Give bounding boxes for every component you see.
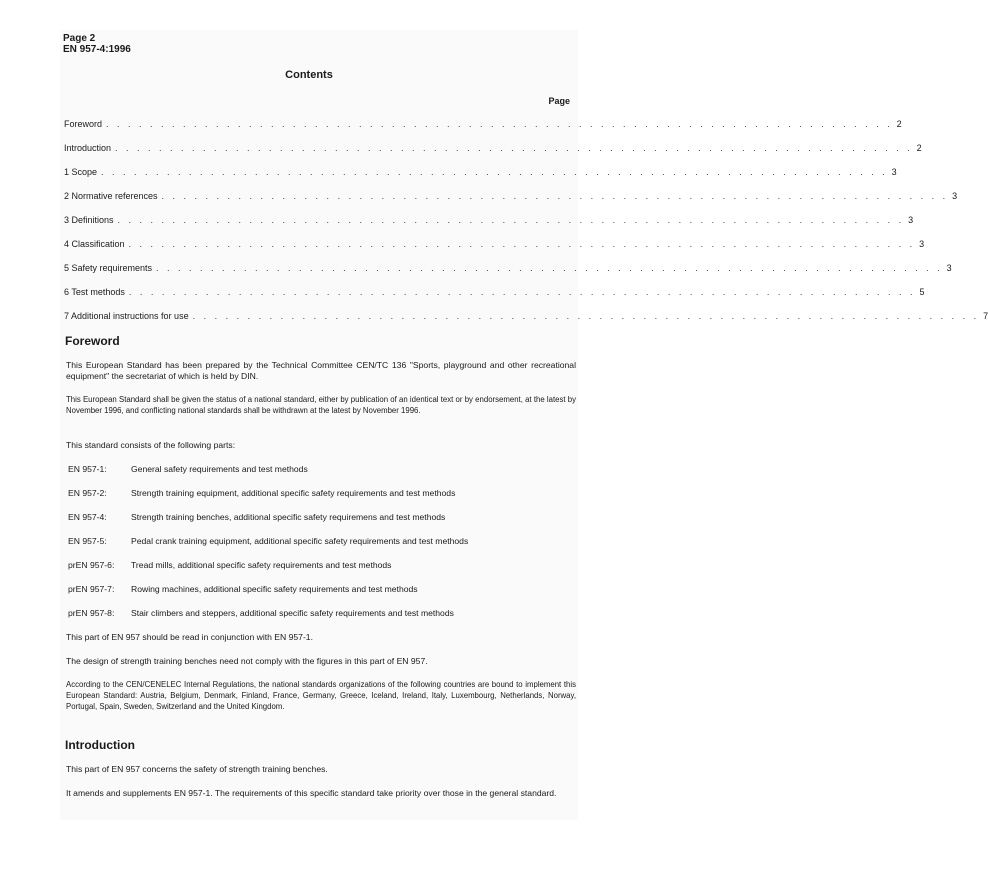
part-code: EN 957-5: xyxy=(68,536,107,546)
toc-entry-page: 3 xyxy=(952,191,958,201)
foreword-paragraph: This European Standard shall be given the status of a national standard, either by publication of an identical text or by endorsement, at the latest by November 1996, and conflicting national standards shall be withdrawn at the latest by November 1996. xyxy=(66,395,576,415)
toc-entry[interactable] xyxy=(64,237,925,249)
toc-entry-page: 7 xyxy=(983,311,988,321)
part-description: Strength training equipment, additional specific safety requirements and test methods xyxy=(131,488,456,498)
part-description: Stair climbers and steppers, additional specific safety requirements and test methods xyxy=(131,608,454,618)
foreword-paragraph: This part of EN 957 should be read in conjunction with EN 957-1. xyxy=(66,632,313,642)
document-id: EN 957-4:1996 xyxy=(63,44,131,55)
foreword-paragraph: According to the CEN/CENELEC Internal Regulations, the national standards organizations of the following countries are bound to implement this European Standard: Austria, Belgium, Denmark, Finland, France, Germany, Greece, Iceland, Ireland, Italy, Luxembourg, Netherlands, Norway, Portugal, Spain, Sweden, Switzerland and the United Kingdom. xyxy=(66,680,576,711)
part-description: Tread mills, additional specific safety requirements and test methods xyxy=(131,560,392,570)
page-header xyxy=(63,33,131,55)
list-item xyxy=(68,560,578,571)
toc-entry[interactable] xyxy=(64,165,897,177)
part-description: Strength training benches, additional specific safety requiremens and test methods xyxy=(131,512,446,522)
toc-entry-label: 2 Normative references xyxy=(64,191,158,201)
list-item xyxy=(68,536,578,547)
toc-entry-page: 3 xyxy=(919,239,925,249)
toc-entry-label: 5 Safety requirements xyxy=(64,263,153,273)
toc-leader-dots: . . . . . . . . . . . . . . . . . . . . . . . . . . . . . . . . . . . . . . . . . . . . . . . . . . . . . . . . . . . . . . . . . . . . . . . . xyxy=(192,311,980,321)
list-item xyxy=(68,464,578,475)
toc-entry[interactable] xyxy=(64,213,914,225)
introduction-paragraph: This part of EN 957 concerns the safety of strength training benches. xyxy=(66,764,328,774)
list-item xyxy=(68,512,578,523)
part-code: EN 957-4: xyxy=(68,512,107,522)
toc-entry-page: 3 xyxy=(891,167,897,177)
list-item xyxy=(68,584,578,595)
page-number-label: Page 2 xyxy=(63,33,96,44)
toc-leader-dots: . . . . . . . . . . . . . . . . . . . . . . . . . . . . . . . . . . . . . . . . . . . . . . . . . . . . . . . . . . . . . . . . . . . . . . . . . xyxy=(115,143,913,153)
toc-entry[interactable] xyxy=(64,189,958,201)
toc-entry-label: 3 Definitions xyxy=(64,215,114,225)
contents-page-column-header: Page xyxy=(548,96,570,106)
toc-entry-label: Introduction xyxy=(64,143,112,153)
toc-entry[interactable] xyxy=(64,309,988,321)
toc-leader-dots: . . . . . . . . . . . . . . . . . . . . . . . . . . . . . . . . . . . . . . . . . . . . . . . . . . . . . . . . . . . . . . . . . . . . . . . . xyxy=(117,215,905,225)
part-code: EN 957-1: xyxy=(68,464,107,474)
toc-entry-page: 2 xyxy=(896,119,902,129)
part-description: Rowing machines, additional specific safety requirements and test methods xyxy=(131,584,418,594)
toc-leader-dots: . . . . . . . . . . . . . . . . . . . . . . . . . . . . . . . . . . . . . . . . . . . . . . . . . . . . . . . . . . . . . . . . . . . . . . . . xyxy=(161,191,949,201)
part-code: prEN 957-7: xyxy=(68,584,115,594)
toc-entry[interactable] xyxy=(64,261,952,273)
foreword-paragraph: This standard consists of the following parts: xyxy=(66,440,236,450)
introduction-heading: Introduction xyxy=(65,738,135,752)
toc-entry-label: 4 Classification xyxy=(64,239,125,249)
toc-entry-label: 1 Scope xyxy=(64,167,98,177)
foreword-paragraph: This European Standard has been prepared by the Technical Committee CEN/TC 136 "Sports, playground and other recreational equipment" the secretariat of which is held by DIN. xyxy=(66,360,576,381)
part-code: EN 957-2: xyxy=(68,488,107,498)
toc-entry-page: 5 xyxy=(919,287,925,297)
foreword-heading: Foreword xyxy=(65,334,120,348)
foreword-paragraph: The design of strength training benches need not comply with the figures in this part of EN 957. xyxy=(66,656,428,666)
toc-entry-page: 3 xyxy=(946,263,952,273)
toc-leader-dots: . . . . . . . . . . . . . . . . . . . . . . . . . . . . . . . . . . . . . . . . . . . . . . . . . . . . . . . . . . . . . . . . . . . . . . . . xyxy=(106,119,893,129)
toc-leader-dots: . . . . . . . . . . . . . . . . . . . . . . . . . . . . . . . . . . . . . . . . . . . . . . . . . . . . . . . . . . . . . . . . . . . . . . . . xyxy=(128,239,916,249)
toc-leader-dots: . . . . . . . . . . . . . . . . . . . . . . . . . . . . . . . . . . . . . . . . . . . . . . . . . . . . . . . . . . . . . . . . . . . . . . . . xyxy=(128,287,916,297)
toc-entry-label: 6 Test methods xyxy=(64,287,125,297)
toc-entry[interactable] xyxy=(64,141,922,153)
part-description: Pedal crank training equipment, additional specific safety requirements and test methods xyxy=(131,536,469,546)
toc-entry-page: 3 xyxy=(908,215,914,225)
part-description: General safety requirements and test methods xyxy=(131,464,308,474)
toc-entry[interactable] xyxy=(64,117,902,129)
toc-entry-page: 2 xyxy=(916,143,922,153)
part-code: prEN 957-8: xyxy=(68,608,115,618)
introduction-paragraph: It amends and supplements EN 957-1. The requirements of this specific standard take priority over those in the general standard. xyxy=(66,788,557,798)
contents-title: Contents xyxy=(285,69,333,81)
part-code: prEN 957-6: xyxy=(68,560,115,570)
list-item xyxy=(68,488,578,499)
list-item xyxy=(68,608,578,619)
toc-entry-label: 7 Additional instructions for use xyxy=(64,311,189,321)
toc-leader-dots: . . . . . . . . . . . . . . . . . . . . . . . . . . . . . . . . . . . . . . . . . . . . . . . . . . . . . . . . . . . . . . . . . . . . . . . . xyxy=(156,263,943,273)
toc-entry-label: Foreword xyxy=(64,119,103,129)
toc-leader-dots: . . . . . . . . . . . . . . . . . . . . . . . . . . . . . . . . . . . . . . . . . . . . . . . . . . . . . . . . . . . . . . . . . . . . . . . . xyxy=(101,167,888,177)
toc-entry[interactable] xyxy=(64,285,925,297)
